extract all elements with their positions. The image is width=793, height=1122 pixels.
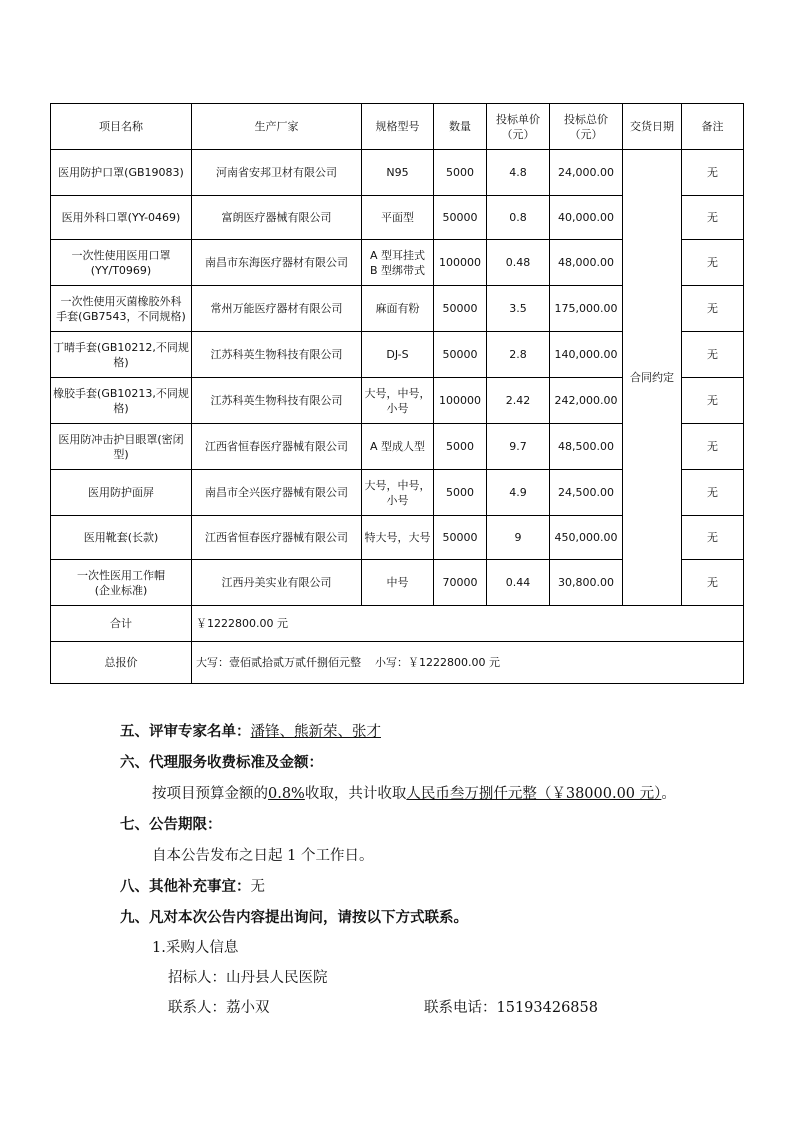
section-period-title: 七、公告期限： <box>120 816 222 833</box>
item-qty: 50000 <box>434 286 487 332</box>
item-spec: 大号，中号， 小号 <box>362 378 434 424</box>
item-spec: 平面型 <box>362 196 434 240</box>
header-unit-price: 投标单价 （元） <box>487 104 550 150</box>
item-maker: 江西丹美实业有限公司 <box>192 560 362 606</box>
item-remark: 无 <box>682 378 744 424</box>
item-remark: 无 <box>682 240 744 286</box>
fee-rate: 0.8% <box>268 786 305 802</box>
item-maker: 江苏科英生物科技有限公司 <box>192 332 362 378</box>
item-qty: 50000 <box>434 516 487 560</box>
item-unit-price: 4.9 <box>487 470 550 516</box>
sum-row <box>51 606 744 642</box>
section-contact-title: 九、凡对本次公告内容提出询问，请按以下方式联系。 <box>120 909 468 926</box>
item-unit-price: 0.44 <box>487 560 550 606</box>
section-period-body: 自本公告发布之日起 1 个工作日。 <box>152 848 374 864</box>
item-total-price: 24,000.00 <box>550 150 623 196</box>
table-header-row <box>51 104 744 150</box>
bid-result-table <box>50 103 744 684</box>
item-spec: 中号 <box>362 560 434 606</box>
total-value: 大写：壹佰贰拾贰万贰仟捌佰元整 小写：￥1222800.00 元 <box>192 642 744 684</box>
item-maker: 南昌市东海医疗器材有限公司 <box>192 240 362 286</box>
header-name: 项目名称 <box>51 104 192 150</box>
header-maker: 生产厂家 <box>192 104 362 150</box>
item-spec: 麻面有粉 <box>362 286 434 332</box>
item-qty: 50000 <box>434 196 487 240</box>
sum-label: 合计 <box>51 606 192 642</box>
fee-text-end: 。 <box>661 786 676 802</box>
section-contact-heading <box>120 906 468 927</box>
item-qty: 5000 <box>434 424 487 470</box>
total-row <box>51 642 744 684</box>
item-unit-price: 0.48 <box>487 240 550 286</box>
item-spec: DJ-S <box>362 332 434 378</box>
fee-text-mid: 收取，共计收取 <box>304 786 407 802</box>
item-qty: 5000 <box>434 470 487 516</box>
expert-names: 潘锋、熊新荣、张才 <box>250 724 381 740</box>
item-name: 一次性使用医用口罩 (YY/T0969) <box>51 240 192 286</box>
section-other-title: 八、其他补充事宜： <box>120 878 251 895</box>
item-remark: 无 <box>682 516 744 560</box>
item-total-price: 140,000.00 <box>550 332 623 378</box>
purchaser-info-heading: 1.采购人信息 <box>152 940 239 956</box>
section-period-heading <box>120 813 222 834</box>
item-remark: 无 <box>682 332 744 378</box>
phone-label: 联系电话： <box>424 1000 497 1016</box>
item-unit-price: 2.8 <box>487 332 550 378</box>
item-remark: 无 <box>682 560 744 606</box>
tender-line <box>168 966 328 987</box>
item-name: 医用防冲击护目眼罩(密闭 型) <box>51 424 192 470</box>
item-total-price: 24,500.00 <box>550 470 623 516</box>
section-other <box>120 875 265 896</box>
item-total-price: 175,000.00 <box>550 286 623 332</box>
item-total-price: 30,800.00 <box>550 560 623 606</box>
item-name: 丁晴手套(GB10212,不同规 格) <box>51 332 192 378</box>
fee-amount: 人民币叁万捌仟元整（￥38000.00 元） <box>406 786 662 802</box>
item-remark: 无 <box>682 286 744 332</box>
item-name: 医用防护口罩(GB19083) <box>51 150 192 196</box>
item-spec: 大号，中号， 小号 <box>362 470 434 516</box>
item-spec: N95 <box>362 150 434 196</box>
tender-label: 招标人： <box>168 970 226 986</box>
section-fee-heading <box>120 751 323 772</box>
item-unit-price: 0.8 <box>487 196 550 240</box>
item-name: 一次性医用工作帽 (企业标准) <box>51 560 192 606</box>
item-qty: 5000 <box>434 150 487 196</box>
item-unit-price: 4.8 <box>487 150 550 196</box>
sum-value: ￥1222800.00 元 <box>192 606 744 642</box>
item-remark: 无 <box>682 150 744 196</box>
item-name: 医用外科口罩(YY-0469) <box>51 196 192 240</box>
contact-label: 联系人： <box>168 1000 226 1016</box>
item-qty: 50000 <box>434 332 487 378</box>
item-total-price: 242,000.00 <box>550 378 623 424</box>
item-remark: 无 <box>682 470 744 516</box>
header-qty: 数量 <box>434 104 487 150</box>
fee-text-prefix: 按项目预算金额的 <box>152 786 268 802</box>
table-row <box>51 150 744 196</box>
section-experts-heading: 五、评审专家名单： <box>120 723 251 740</box>
item-unit-price: 3.5 <box>487 286 550 332</box>
item-unit-price: 2.42 <box>487 378 550 424</box>
item-name: 橡胶手套(GB10213,不同规 格) <box>51 378 192 424</box>
total-label: 总报价 <box>51 642 192 684</box>
section-experts <box>120 720 381 741</box>
header-delivery: 交货日期 <box>623 104 682 150</box>
header-remark: 备注 <box>682 104 744 150</box>
item-total-price: 48,500.00 <box>550 424 623 470</box>
contact-value: 荔小双 <box>226 1000 270 1016</box>
item-maker: 江西省恒春医疗器械有限公司 <box>192 424 362 470</box>
item-name: 医用防护面屏 <box>51 470 192 516</box>
item-maker: 江西省恒春医疗器械有限公司 <box>192 516 362 560</box>
item-maker: 河南省安邦卫材有限公司 <box>192 150 362 196</box>
item-total-price: 48,000.00 <box>550 240 623 286</box>
tender-value: 山丹县人民医院 <box>226 970 328 986</box>
item-name: 一次性使用灭菌橡胶外科 手套(GB7543，不同规格) <box>51 286 192 332</box>
item-qty: 100000 <box>434 240 487 286</box>
item-maker: 常州万能医疗器材有限公司 <box>192 286 362 332</box>
section-other-value: 无 <box>250 879 265 895</box>
item-total-price: 450,000.00 <box>550 516 623 560</box>
item-maker: 富朗医疗器械有限公司 <box>192 196 362 240</box>
item-spec: A 型耳挂式 B 型绑带式 <box>362 240 434 286</box>
delivery-date: 合同约定 <box>623 150 682 606</box>
header-total-price: 投标总价 （元） <box>550 104 623 150</box>
item-qty: 70000 <box>434 560 487 606</box>
item-name: 医用靴套(长款) <box>51 516 192 560</box>
phone-value: 15193426858 <box>496 1000 598 1016</box>
item-remark: 无 <box>682 424 744 470</box>
header-spec: 规格型号 <box>362 104 434 150</box>
item-remark: 无 <box>682 196 744 240</box>
item-maker: 南昌市全兴医疗器械有限公司 <box>192 470 362 516</box>
item-unit-price: 9 <box>487 516 550 560</box>
item-maker: 江苏科英生物科技有限公司 <box>192 378 362 424</box>
phone-line <box>424 996 598 1017</box>
item-spec: A 型成人型 <box>362 424 434 470</box>
item-qty: 100000 <box>434 378 487 424</box>
section-fee-title: 六、代理服务收费标准及金额： <box>120 754 323 771</box>
contact-line <box>168 996 270 1017</box>
item-unit-price: 9.7 <box>487 424 550 470</box>
item-spec: 特大号，大号 <box>362 516 434 560</box>
item-total-price: 40,000.00 <box>550 196 623 240</box>
section-fee-body <box>152 782 676 803</box>
